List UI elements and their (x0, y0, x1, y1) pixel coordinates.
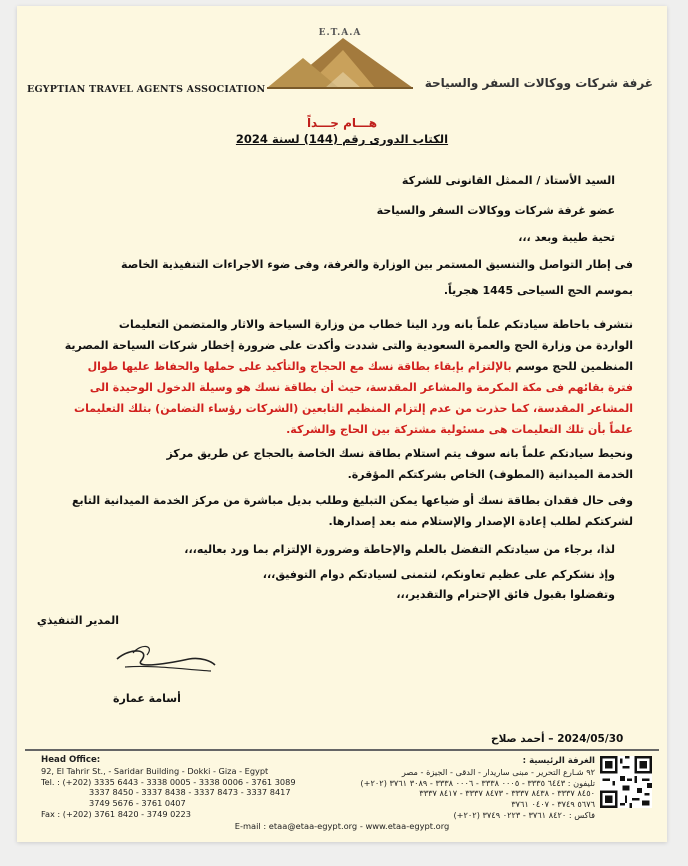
head-office-label: Head Office: (41, 755, 101, 765)
paragraph-4-line-2: لشركتكم لطلب إعادة الإصدار والإستلام منه بعد إصدارها. (328, 515, 633, 528)
circular-number: الكتاب الدورى رقم (144) لسنة 2024 (235, 132, 449, 146)
paragraph-4-line-1: وفى حال فقدان بطاقة نسك أو ضياعها يمكن التبليغ وطلب بديل مباشرة من مركز الخدمة الميدانية التابع (72, 494, 633, 507)
pyramids-logo-icon (265, 24, 415, 100)
paragraph-3-line-2: الخدمة الميدانية (المطوف) الخاص بشركتكم المؤقرة. (347, 468, 633, 481)
date-and-author: 2024/05/30 – أحمد صلاح (491, 733, 624, 745)
salutation-line-1: السيد الأستاذ / الممثل القانونى للشركة (401, 174, 615, 187)
footer-en-tel-3: 3749 5676 - 3761 0407 (89, 798, 186, 809)
paragraph-2-line-5: المشاعر المقدسة، كما حذرت من عدم إلتزام المنظيم التابعين (الشركات رؤساء التضامن) بتلك التعليمات (74, 402, 633, 415)
footer-ar-tel: تليفون : ٦٤٤٣ ٣٣٣٥ - ٠٠٠٥ ٣٣٣٨ - ٠٠٠٦ ٣٣٣٨ - ٣٠٨٩ ٣٧٦١ (٢٠٢+) (360, 777, 595, 788)
org-name-arabic: غرفة شركات ووكالات السفر والسياحة (424, 76, 653, 90)
footer-en-address: 92, El Tahrir St., - Saridar Building - Dokki - Giza - Egypt (41, 765, 269, 776)
footer-ar-fax: فاكس : ٨٤٢٠ ٣٧٦١ - ٠٢٢٣ ٣٧٤٩ (٢٠٢+) (453, 809, 595, 820)
closing-line-2: وتفضلوا بقبول فائق الإحترام والتقدير،،، (396, 588, 615, 601)
salutation-line-2: عضو غرفة شركات ووكالات السفر والسياحة (376, 204, 615, 217)
org-name-english: EGYPTIAN TRAVEL AGENTS ASSOCIATION (27, 84, 266, 95)
paragraph-1-line-2: بموسم الحج السياحى 1445 هجرياً. (443, 284, 633, 297)
footer-divider (25, 749, 659, 751)
footer-en-tel: Tel. : (+202) 3335 6443 - 3338 0005 - 3338 0006 - 3761 3089 (41, 776, 296, 787)
important-heading: هـــام جـــداً (306, 116, 378, 130)
footer-ar-address: ٩٢ شـارع التحرير - مبنى ساريدار - الدقى - الجيزة - مصر (401, 766, 595, 777)
head-office-label-arabic: الغرفة الرئيسية : (522, 756, 595, 766)
greeting: تحية طيبة وبعد ،،، (518, 231, 615, 244)
paragraph-5: لذا، برجاء من سيادتكم التفضل بالعلم والإحاطة وضرورة الإلتزام بما ورد بعاليه،،، (184, 543, 615, 556)
footer-address-arabic (360, 755, 595, 821)
letter-page (17, 6, 667, 842)
closing-line-1: وإذ نشكركم على عظيم تعاونكم، لنتمنى لسيادتكم دوام التوفيق،،، (262, 568, 615, 581)
handwritten-signature (111, 639, 221, 679)
signatory-title: المدير التنفيذي (36, 614, 119, 627)
paragraph-2-line-1: نتشرف باحاطة سيادتكم علماً بانه ورد الينا خطاب من وزارة السياحة والاثار والمتضمن التعليمات (118, 318, 633, 331)
paragraph-2-line-4: فترة بقائهم فى مكة المكرمة والمشاعر المقدسة، حيث أن بطاقة نسك هو وسيلة الدخول الوحيدة الى (89, 381, 633, 394)
paragraph-2-line-6: علماً بأن تلك التعليمات هى مسئولية مشتركة بين الحاج والشركة. (286, 423, 633, 436)
paragraph-3-line-1: ونحيط سيادتكم علماً بانه سوف يتم استلام بطاقة نسك الخاصة بالحجاج عن طريق مركز (166, 447, 633, 460)
signatory-name: أسامة عمارة (113, 692, 181, 705)
org-abbreviation: E.T.A.A (318, 28, 362, 38)
footer-address-english (41, 754, 296, 820)
paragraph-2-line-2: الواردة من وزارة الحج والعمرة السعودية والتى شددت وأكدت على ضرورة إخطار شركات السياحة المصرية (64, 339, 633, 352)
footer-ar-tel-3: ٥٦٧٦ ٣٧٤٩ - ٠٤٠٧ ٣٧٦١ (511, 799, 595, 810)
paragraph-2-line-3-start: المنظمين للحج موسم (511, 360, 633, 373)
paragraph-2-line-3-highlight: بالإلتزام بإبقاء بطاقة نسك مع الحجاج والتأكيد على حملها والحفاظ عليها طوال (87, 360, 512, 373)
footer-en-fax: Fax : (+202) 3761 8420 - 3749 0223 (41, 808, 191, 819)
footer-en-tel-2: 3337 8450 - 3337 8438 - 3337 8473 - 3337 8417 (89, 787, 291, 798)
qr-code-icon (600, 756, 652, 808)
paragraph-2-line-3 (88, 360, 633, 373)
paragraph-1-line-1: فى إطار التواصل والتنسيق المستمر بين الوزارة والغرفة، وفى ضوء الاجراءات التنفيذية الخاصة (121, 258, 633, 271)
footer-email-website: E-mail : etaa@etaa-egypt.org - www.etaa-egypt.org (234, 821, 450, 831)
footer-ar-tel-2: ٨٤٥٠ ٣٣٣٧ - ٨٤٣٨ ٣٣٣٧ - ٨٤٧٣ ٣٣٣٧ - ٨٤١٧ ٣٣٣٧ (419, 788, 595, 799)
